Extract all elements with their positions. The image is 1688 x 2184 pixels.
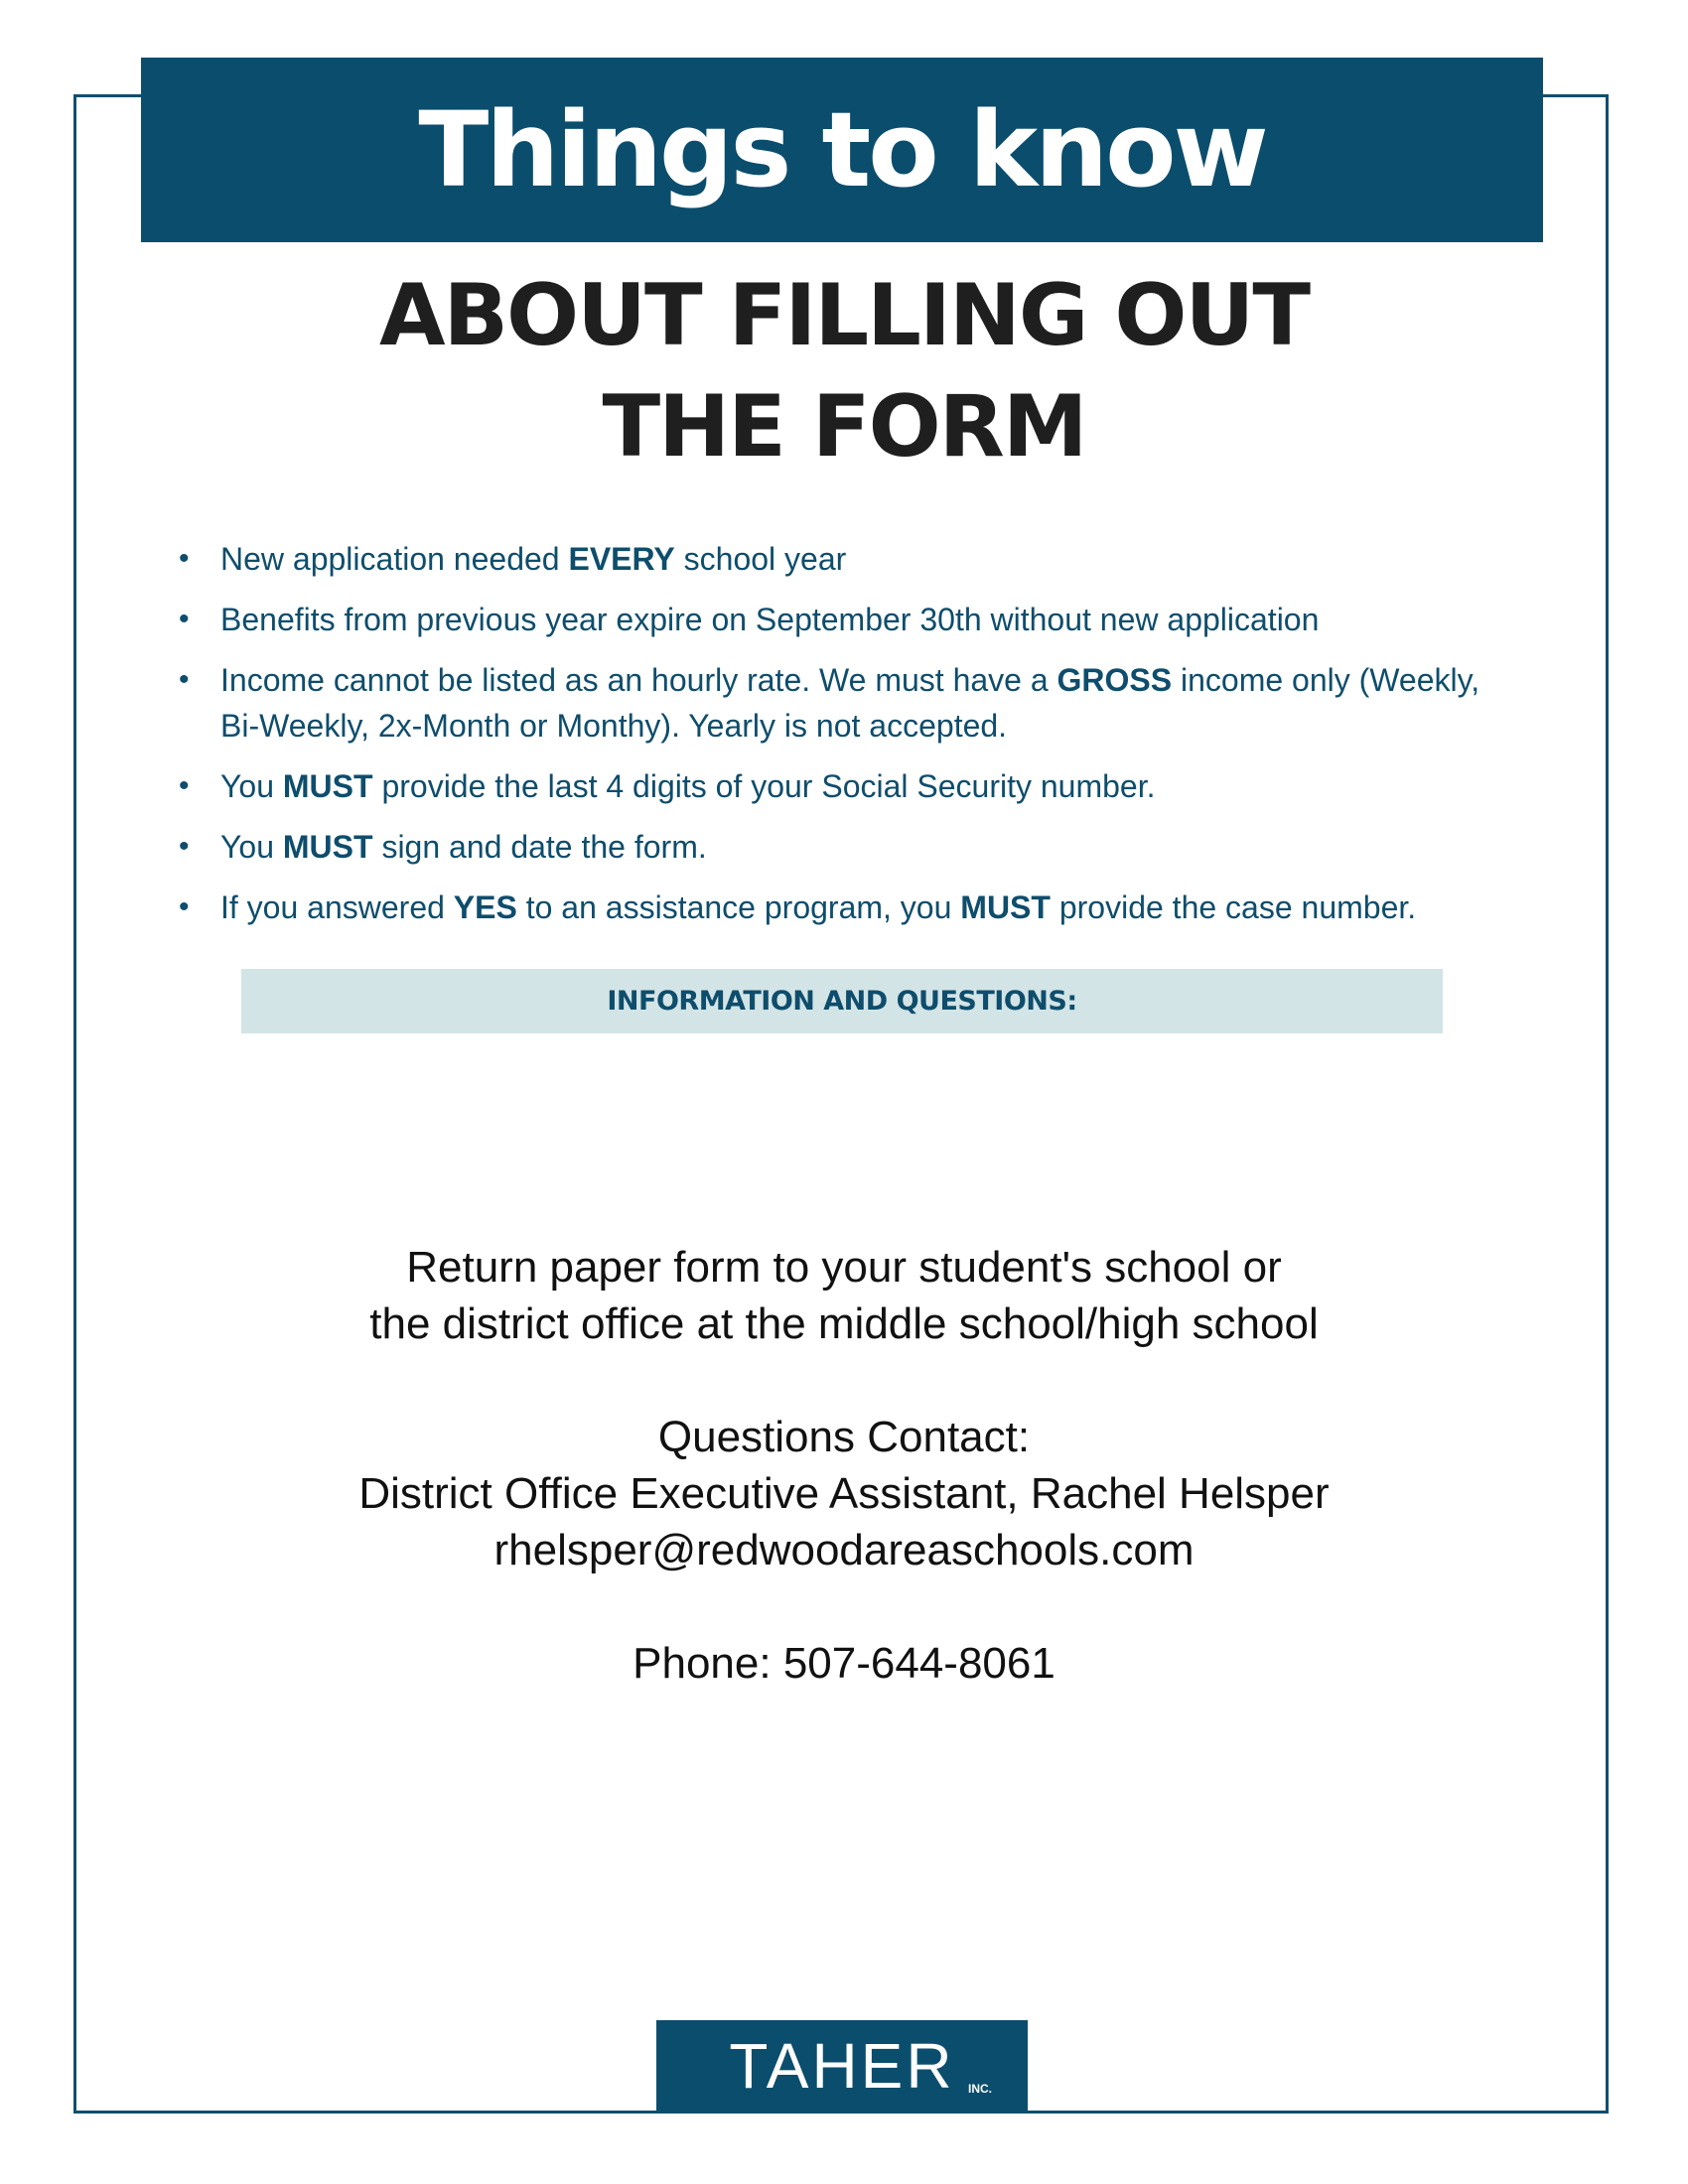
contact-phone: Phone: 507-644-8061 [633,1639,1055,1688]
page-title: Things to know [418,89,1266,210]
emphasis-text: MUST [282,768,373,804]
bullet-icon: • [179,542,190,575]
logo-wordmark: TAHER [729,2030,955,2102]
instruction-item [175,657,1525,749]
emphasis-text: YES [453,889,517,925]
return-line-1: Return paper form to your student's school or [406,1243,1282,1292]
instruction-item [175,536,1525,582]
instruction-item [175,824,1525,870]
taher-logo [656,2020,1028,2112]
bullet-icon: • [179,830,190,863]
contact-email: rhelsper@redwoodareaschools.com [493,1526,1195,1574]
subtitle-line-2: THE FORM [602,377,1086,477]
logo-inc: INC. [968,2082,992,2096]
instruction-text: school year [674,541,847,577]
info-questions-label: INFORMATION AND QUESTIONS: [607,986,1077,1017]
subtitle-line-1: ABOUT FILLING OUT [378,266,1310,365]
instruction-text: sign and date the form. [372,829,707,865]
title-banner [141,58,1543,242]
instruction-text: Benefits from previous year expire on September 30th without new application [220,602,1320,637]
page-subtitle [199,260,1489,482]
instruction-text: provide the last 4 digits of your Social Security number. [372,768,1156,804]
bullet-icon: • [179,769,190,802]
bullet-icon: • [179,890,190,923]
instruction-text: to an assistance program, you [516,889,961,925]
emphasis-text: EVERY [568,541,675,577]
emphasis-text: GROSS [1056,662,1173,698]
instruction-text: income only (Weekly, Bi-Weekly, 2x-Month or Monthy). Yearly is not accepted. [220,662,1480,744]
bullet-icon: • [179,663,190,696]
instruction-text: New application needed [220,541,569,577]
instruction-item [175,885,1525,930]
instruction-text: If you answered [220,889,454,925]
instruction-text: provide the case number. [1050,889,1417,925]
instruction-text: You [220,768,283,804]
return-line-2: the district office at the middle school/high school [369,1299,1319,1348]
spacer [199,1352,1489,1409]
spacer [199,1578,1489,1635]
questions-label: Questions Contact: [657,1413,1031,1461]
instructions-list [175,536,1525,945]
instruction-item [175,597,1525,642]
info-questions-bar [241,969,1443,1033]
bullet-icon: • [179,603,190,635]
emphasis-text: MUST [960,889,1051,925]
emphasis-text: MUST [282,829,373,865]
instruction-item [175,763,1525,809]
contact-name: District Office Executive Assistant, Rachel Helsper [358,1469,1330,1518]
instruction-text: Income cannot be listed as an hourly rate. We must have a [220,662,1057,698]
contact-section [199,1239,1489,1692]
instruction-text: You [220,829,283,865]
